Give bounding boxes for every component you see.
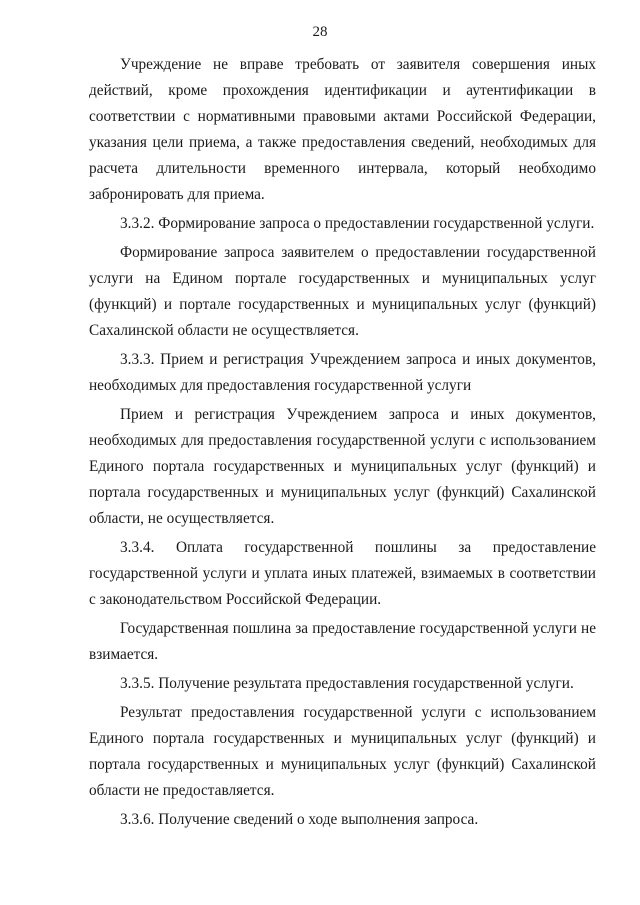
section-heading-3-3-6: 3.3.6. Получение сведений о ходе выполнения запроса. (120, 811, 479, 828)
section-heading-3-3-2: 3.3.2. Формирование запроса о предоставлении государственной услуги. (120, 215, 595, 232)
page-number: 28 (312, 24, 328, 40)
paragraph-request-registration: Прием и регистрация Учреждением запроса и иных документов, необходимых для предоставления государственной услуги с использованием Единого портала государственных и муниципальных услуг (функций) и портала государственных и муниципальных услуг (функций) Сахалинской области, не осуществляется. (89, 406, 596, 527)
paragraph-state-fee: Государственная пошлина за предоставление государственной услуги не взимается. (89, 620, 596, 663)
document-body (89, 52, 596, 833)
section-heading-3-3-5: 3.3.5. Получение результата предоставления государственной услуги. (120, 675, 574, 692)
section-heading-3-3-4: 3.3.4. Оплата государственной пошлины за предоставление государственной услуги и уплата иных платежей, взимаемых в соответствии с законодательством Российской Федерации. (89, 539, 596, 608)
section-heading-3-3-3: 3.3.3. Прием и регистрация Учреждением запроса и иных документов, необходимых для предоставления государственной услуги (89, 351, 596, 394)
paragraph-result-provision: Результат предоставления государственной услуги с использованием Единого портала государственных и муниципальных услуг (функций) и портала государственных и муниципальных услуг (функций) Сахалинской области не предоставляется. (89, 704, 596, 799)
paragraph-request-formation: Формирование запроса заявителем о предоставлении государственной услуги на Едином портале государственных и муниципальных услуг (функций) и портале государственных и муниципальных услуг (функций) Сахалинской области не осуществляется. (89, 244, 596, 339)
paragraph-applicant-restrictions: Учреждение не вправе требовать от заявителя совершения иных действий, кроме прохождения идентификации и аутентификации в соответствии с нормативными правовыми актами Российской Федерации, указания цели приема, а также предоставления сведений, необходимых для расчета длительности временного интервала, который необходимо забронировать для приема. (89, 56, 596, 203)
